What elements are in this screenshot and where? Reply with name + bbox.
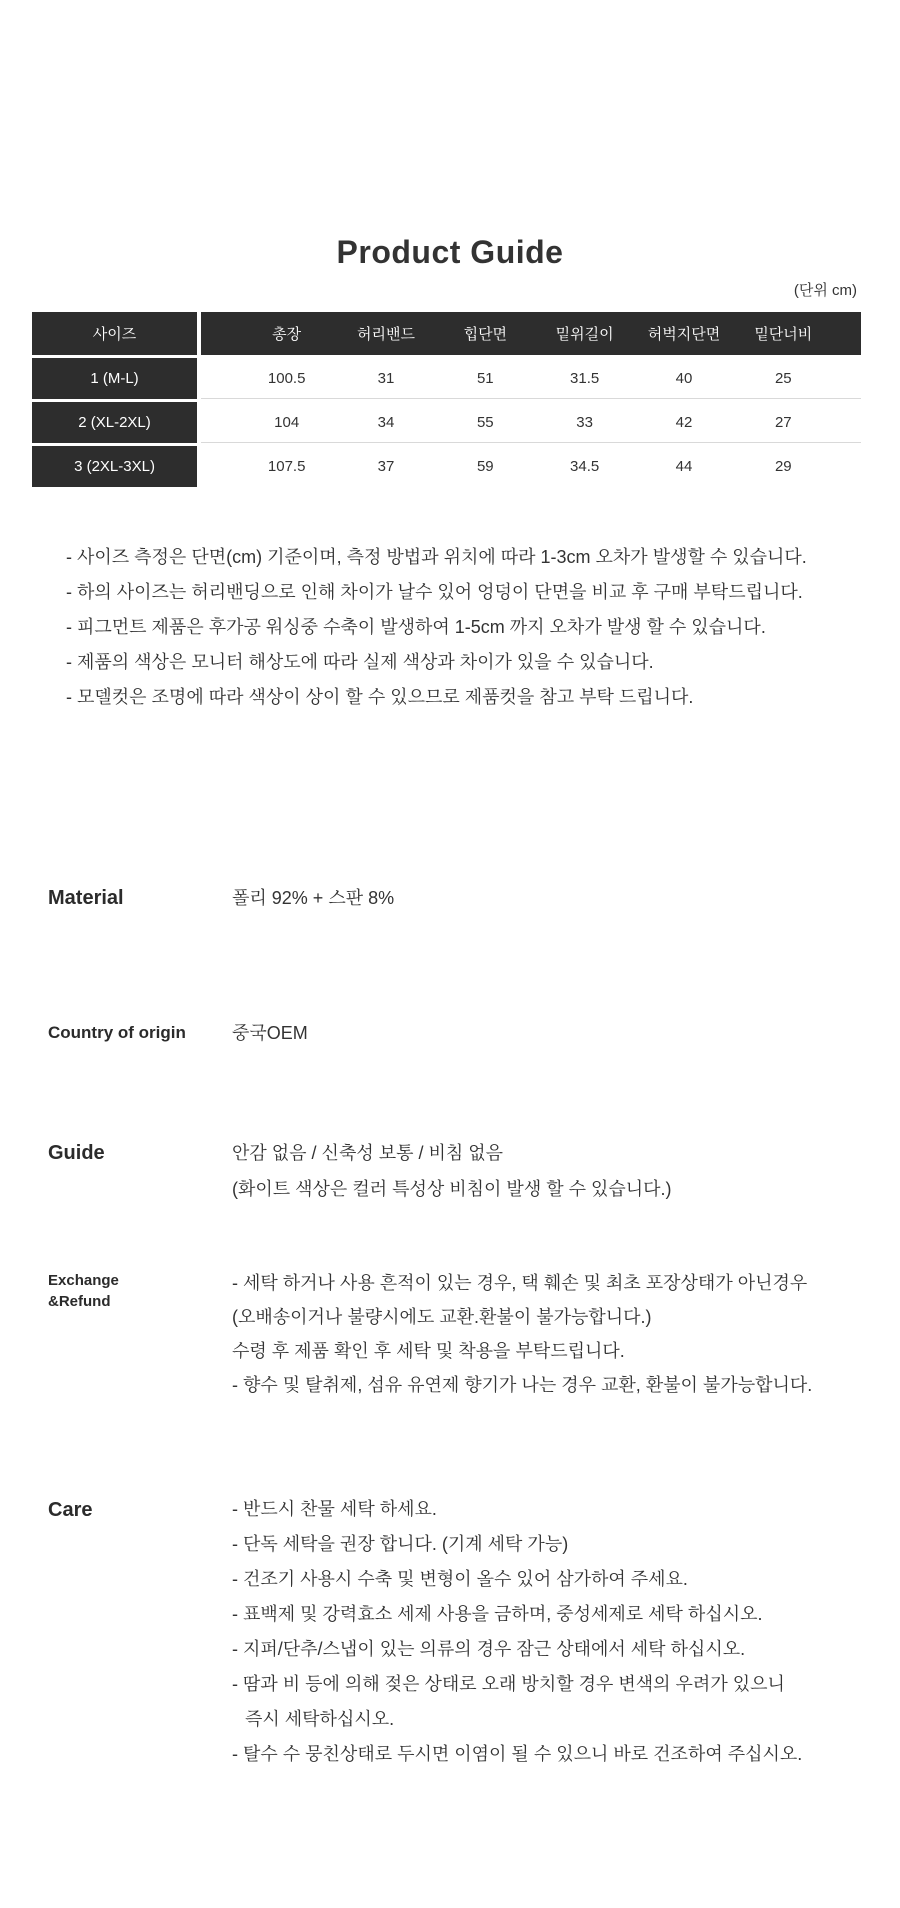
column-header: 밑위길이 [555,326,614,343]
note-line: - 피그먼트 제품은 후가공 워싱중 수축이 발생하여 1-5cm 까지 오차가 발생 할 수 있습니다. [66,617,766,637]
table-row [32,358,861,399]
value-line: 수령 후 제품 확인 후 세탁 및 착용을 부탁드립니다. [232,1341,625,1361]
measurement-cell: 59 [476,458,494,475]
note-line: - 사이즈 측정은 단면(cm) 기준이며, 측정 방법과 위치에 따라 1-3cm 오차가 발생할 수 있습니다. [66,547,807,567]
row-data-region [201,358,861,399]
section-exchange-refund [48,1266,878,1395]
column-header: 힙단면 [463,326,508,343]
header-data-region [201,312,861,355]
table-row [32,402,861,443]
material-value [232,880,878,916]
measurement-cell: 107.5 [267,458,306,475]
value-line: 폴리 92% + 스판 8% [232,888,395,908]
size-cell: 1 (M-L) [32,358,197,399]
origin-label: Country of origin [48,1023,186,1042]
care-label: Care [48,1499,93,1521]
measurement-cell: 27 [774,413,792,431]
measurement-cell: 55 [476,413,494,431]
origin-value [232,1015,878,1051]
measurement-cell: 33 [576,413,593,431]
value-line: (오배송이거나 불량시에도 교환.환불이 불가능합니다.) [232,1307,652,1327]
measurement-cell: 100.5 [267,369,306,387]
measurement-cell: 51 [476,369,494,387]
section-care [48,1492,878,1764]
column-header: 허벅지단면 [647,326,721,343]
measurement-cell: 29 [774,458,792,475]
value-line: - 단독 세탁을 권장 합니다. (기계 세탁 가능) [232,1534,569,1554]
exchange-label-line: &Refund [48,1293,111,1310]
row-data-region [201,402,861,443]
measurement-cell: 31 [377,369,395,387]
size-table [32,312,861,487]
page-title: Product Guide [336,234,564,271]
section-country-of-origin [48,1015,878,1051]
measurement-cell: 31.5 [570,369,600,387]
measurement-cell: 104 [274,413,300,431]
section-material [48,880,878,916]
guide-value [232,1135,878,1207]
size-cell: 3 (2XL-3XL) [32,446,197,487]
value-line: 즉시 세탁하십시오. [245,1709,395,1729]
value-line: - 지퍼/단추/스냅이 있는 의류의 경우 잠근 상태에서 세탁 하십시오. [232,1639,746,1659]
column-header: 허리밴드 [357,326,415,343]
note-line: - 모델컷은 조명에 따라 색상이 상이 할 수 있으므로 제품컷을 참고 부탁 드립니다. [66,687,694,707]
value-line: - 건조기 사용시 수축 및 변형이 올수 있어 삼가하여 주세요. [232,1569,688,1589]
value-line: - 향수 및 탈취제, 섬유 유연제 향기가 나는 경우 교환, 환불이 불가능합니다. [232,1375,813,1395]
measurement-cell: 42 [675,413,693,431]
exchange-label-line: Exchange [48,1272,119,1289]
unit-label: (단위 cm) [793,282,857,299]
note-line: - 하의 사이즈는 허리밴딩으로 인해 차이가 날수 있어 엉덩이 단면을 비교 후 구매 부탁드립니다. [66,582,803,602]
measurement-cell: 34.5 [570,458,600,475]
column-header-size: 사이즈 [32,312,197,355]
care-value [232,1492,878,1772]
exchange-refund-value [232,1266,878,1402]
measurement-cell: 37 [377,458,395,475]
row-data-region [201,446,861,487]
size-cell: 2 (XL-2XL) [32,402,197,443]
value-line: - 땀과 비 등에 의해 젖은 상태로 오래 방치할 경우 변색의 우려가 있으니 [232,1674,785,1694]
measurement-cell: 44 [675,458,693,475]
column-header: 총장 [272,326,302,343]
measurement-cell: 40 [675,369,693,387]
section-guide [48,1135,878,1199]
note-line: - 제품의 색상은 모니터 해상도에 따라 실제 색상과 차이가 있을 수 있습니다. [66,652,654,672]
value-line: - 반드시 찬물 세탁 하세요. [232,1499,437,1519]
size-table-header-row [32,312,861,355]
measurement-cell: 25 [774,369,792,387]
measurement-cell: 34 [377,413,395,431]
value-line: 안감 없음 / 신축성 보통 / 비침 없음 [232,1143,504,1163]
material-label: Material [48,887,124,909]
value-line: - 세탁 하거나 사용 흔적이 있는 경우, 택 훼손 및 최초 포장상태가 아닌경우 [232,1273,808,1293]
value-line: (화이트 색상은 컬러 특성상 비침이 발생 할 수 있습니다.) [232,1179,672,1199]
value-line: 중국OEM [232,1023,308,1043]
size-notes [66,540,878,715]
value-line: - 탈수 수 뭉친상태로 두시면 이염이 될 수 있으니 바로 건조하여 주십시오. [232,1744,803,1764]
value-line: - 표백제 및 강력효소 세제 사용을 금하며, 중성세제로 세탁 하십시오. [232,1604,763,1624]
column-header: 밑단너비 [754,326,813,343]
guide-label: Guide [48,1142,105,1164]
table-row [32,446,861,487]
